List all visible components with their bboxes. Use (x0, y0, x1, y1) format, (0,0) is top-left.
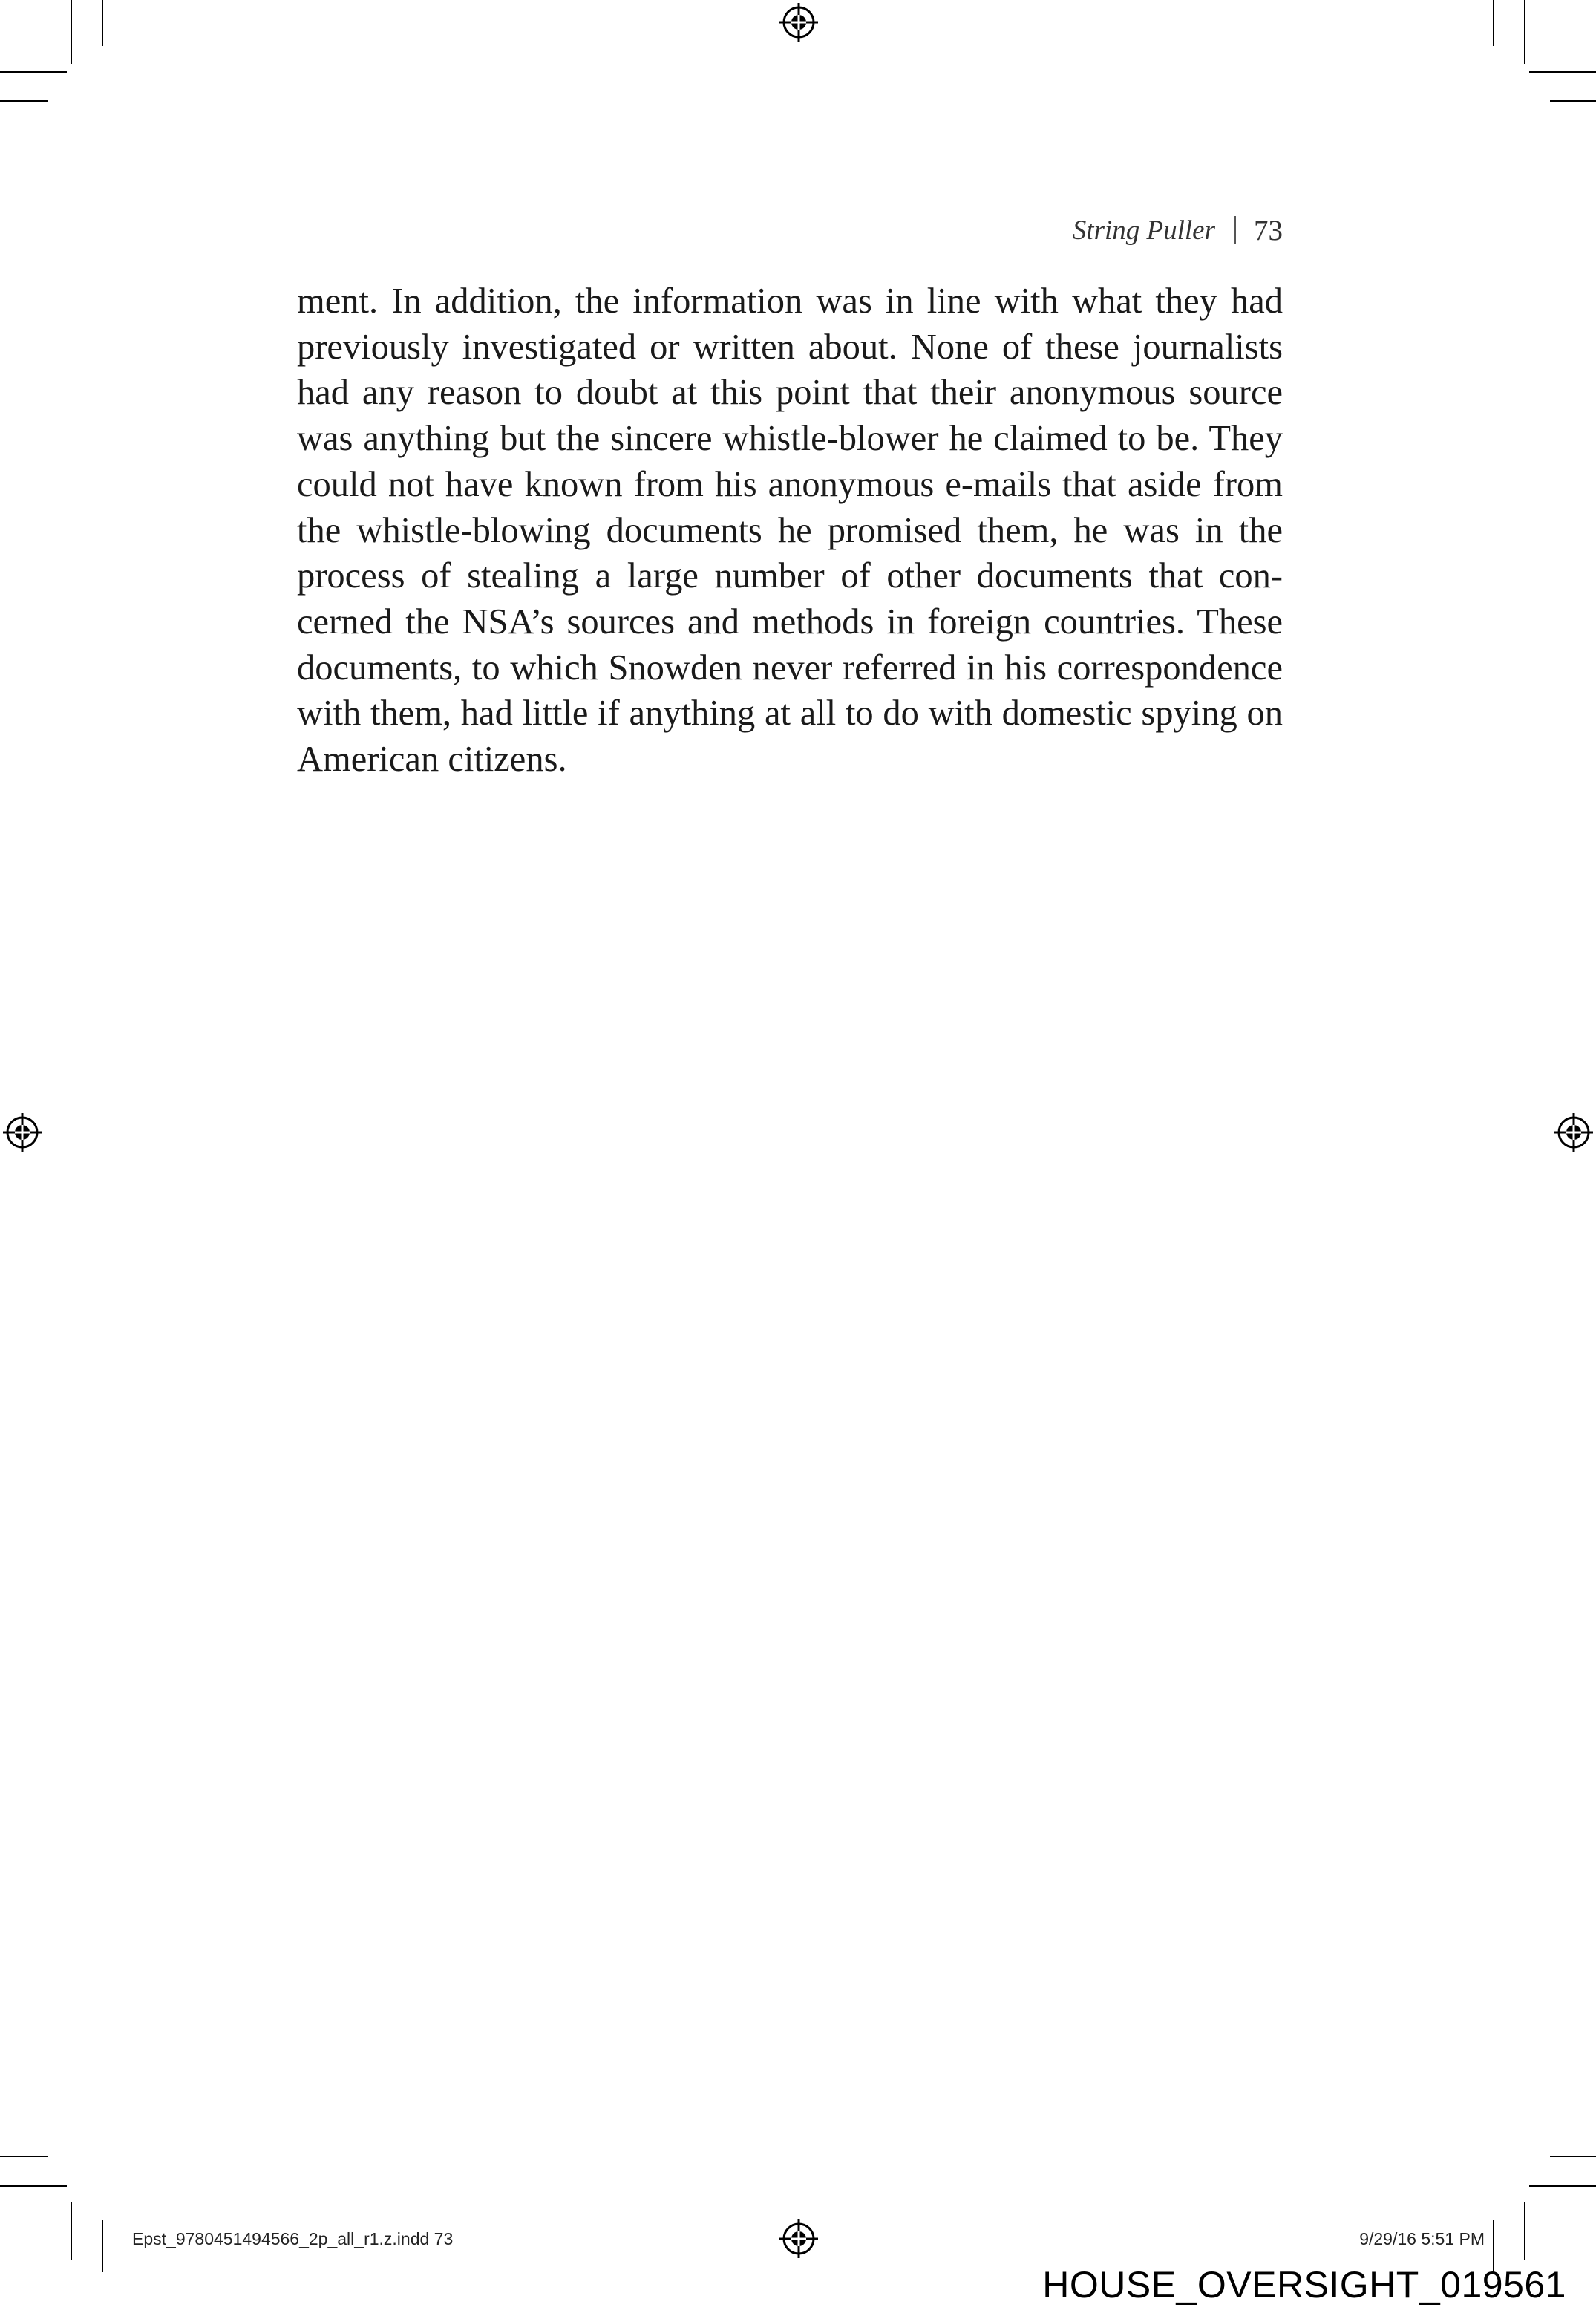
registration-mark-left (3, 1113, 42, 1152)
running-head-separator (1234, 216, 1236, 244)
text-line: cerned the NSA’s sources and methods in foreign countries. These (297, 601, 1283, 642)
text-line: ment. In addition, the information was in line with what they had (297, 281, 1283, 321)
bates-number: HOUSE_OVERSIGHT_019561 (1042, 2264, 1566, 2306)
text-line: documents, to which Snowden never referred in his correspondence (297, 647, 1283, 688)
text-line: had any reason to doubt at this point that their anonymous source (297, 373, 1283, 413)
text-line: American citizens. (297, 740, 567, 780)
registration-mark-top (779, 3, 818, 42)
text-line: could not have known from his anonymous e-mails that aside from (297, 464, 1283, 504)
slug-datetime: 9/29/16 5:51 PM (1359, 2229, 1485, 2248)
body-paragraph (297, 278, 1283, 783)
slug-filename: Epst_9780451494566_2p_all_r1.z.indd 73 (132, 2229, 454, 2248)
page-number: 73 (1254, 214, 1283, 247)
registration-mark-bottom (779, 2219, 818, 2258)
text-line: was anything but the sincere whistle-blower he claimed to be. They (297, 419, 1283, 459)
running-head-title: String Puller (1072, 215, 1215, 246)
text-line: previously investigated or written about. None of these journalists (297, 327, 1283, 367)
text-line: the whistle-blowing documents he promised them, he was in the (297, 510, 1283, 550)
running-head (891, 209, 1283, 251)
text-line: with them, had little if anything at all to do with domestic spying on (297, 694, 1283, 734)
text-line: process of stealing a large number of other documents that con- (297, 556, 1283, 596)
registration-mark-right (1554, 1113, 1593, 1152)
